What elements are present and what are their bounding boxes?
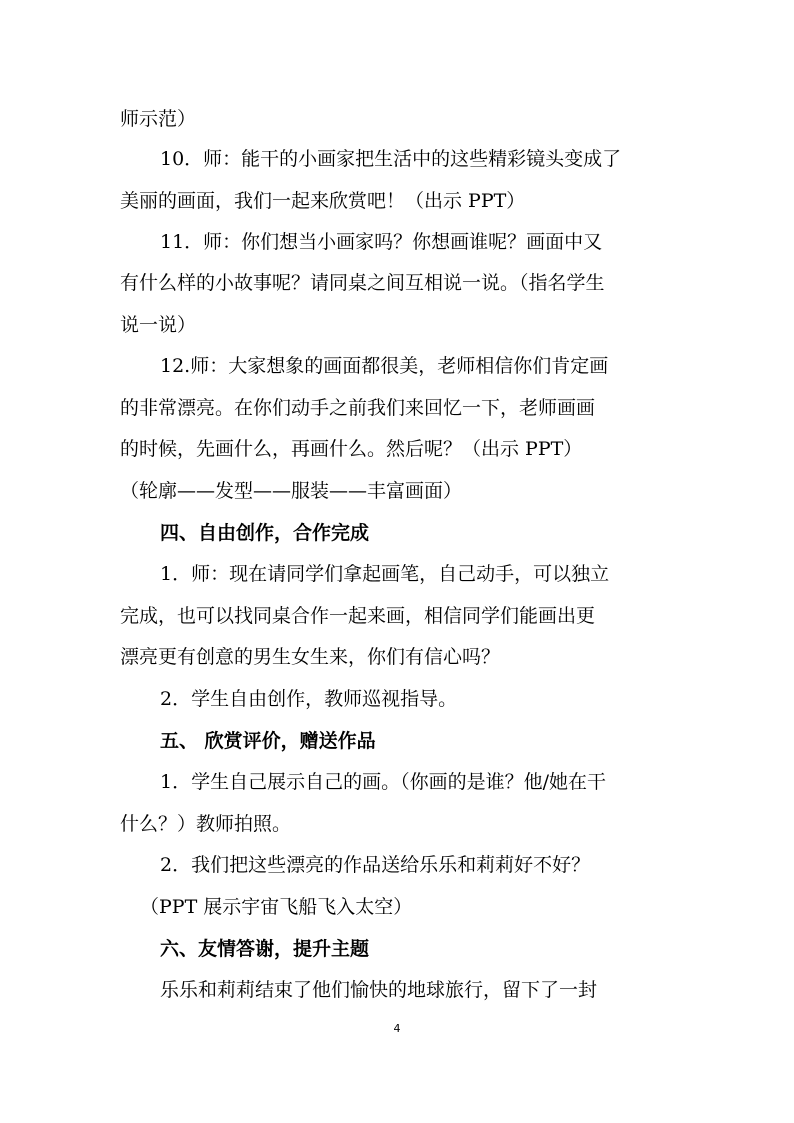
text-line: 10．师：能干的小画家把生活中的这些精彩镜头变成了 bbox=[160, 148, 622, 170]
text-line: 2．学生自由创作，教师巡视指导。 bbox=[160, 688, 458, 710]
text-line: 的时候，先画什么，再画什么。然后呢？（出示 PPT） bbox=[120, 438, 583, 460]
text-line: 有什么样的小故事呢？请同桌之间互相说一说。（指名学生 bbox=[120, 272, 605, 294]
section-heading: 六、友情答谢，提升主题 bbox=[160, 938, 370, 960]
text-line: 12.师：大家想象的画面都很美，老师相信你们肯定画 bbox=[160, 355, 609, 377]
text-line: （轮廓——发型——服装——丰富画面） bbox=[120, 480, 463, 502]
text-line: 说一说） bbox=[120, 314, 197, 336]
text-line: 漂亮更有创意的男生女生来，你们有信心吗？ bbox=[120, 646, 501, 668]
text-line: 师示范） bbox=[120, 108, 197, 130]
text-line: 完成，也可以找同桌合作一起来画，相信同学们能画出更 bbox=[120, 605, 596, 627]
section-heading: 四、自由创作，合作完成 bbox=[160, 522, 370, 544]
text-line: 乐乐和莉莉结束了他们愉快的地球旅行，留下了一封 bbox=[160, 979, 598, 1001]
page-number: 4 bbox=[393, 1022, 401, 1035]
text-line: 什么？）教师拍照。 bbox=[120, 813, 292, 835]
text-line: 1．学生自己展示自己的画。（你画的是谁？他/她在干 bbox=[160, 771, 606, 793]
section-heading: 五、 欣赏评价，赠送作品 bbox=[160, 730, 376, 752]
text-line: 11．师：你们想当小画家吗？你想画谁呢？画面中又 bbox=[160, 231, 603, 253]
text-line: 的非常漂亮。在你们动手之前我们来回忆一下，老师画画 bbox=[120, 397, 596, 419]
text-line: （PPT 展示宇宙飞船飞入太空） bbox=[140, 896, 413, 918]
text-line: 美丽的画面，我们一起来欣赏吧！（出示 PPT） bbox=[120, 190, 526, 212]
text-line: 1．师：现在请同学们拿起画笔，自己动手，可以独立 bbox=[160, 563, 610, 585]
text-line: 2．我们把这些漂亮的作品送给乐乐和莉莉好不好？ bbox=[160, 854, 591, 876]
